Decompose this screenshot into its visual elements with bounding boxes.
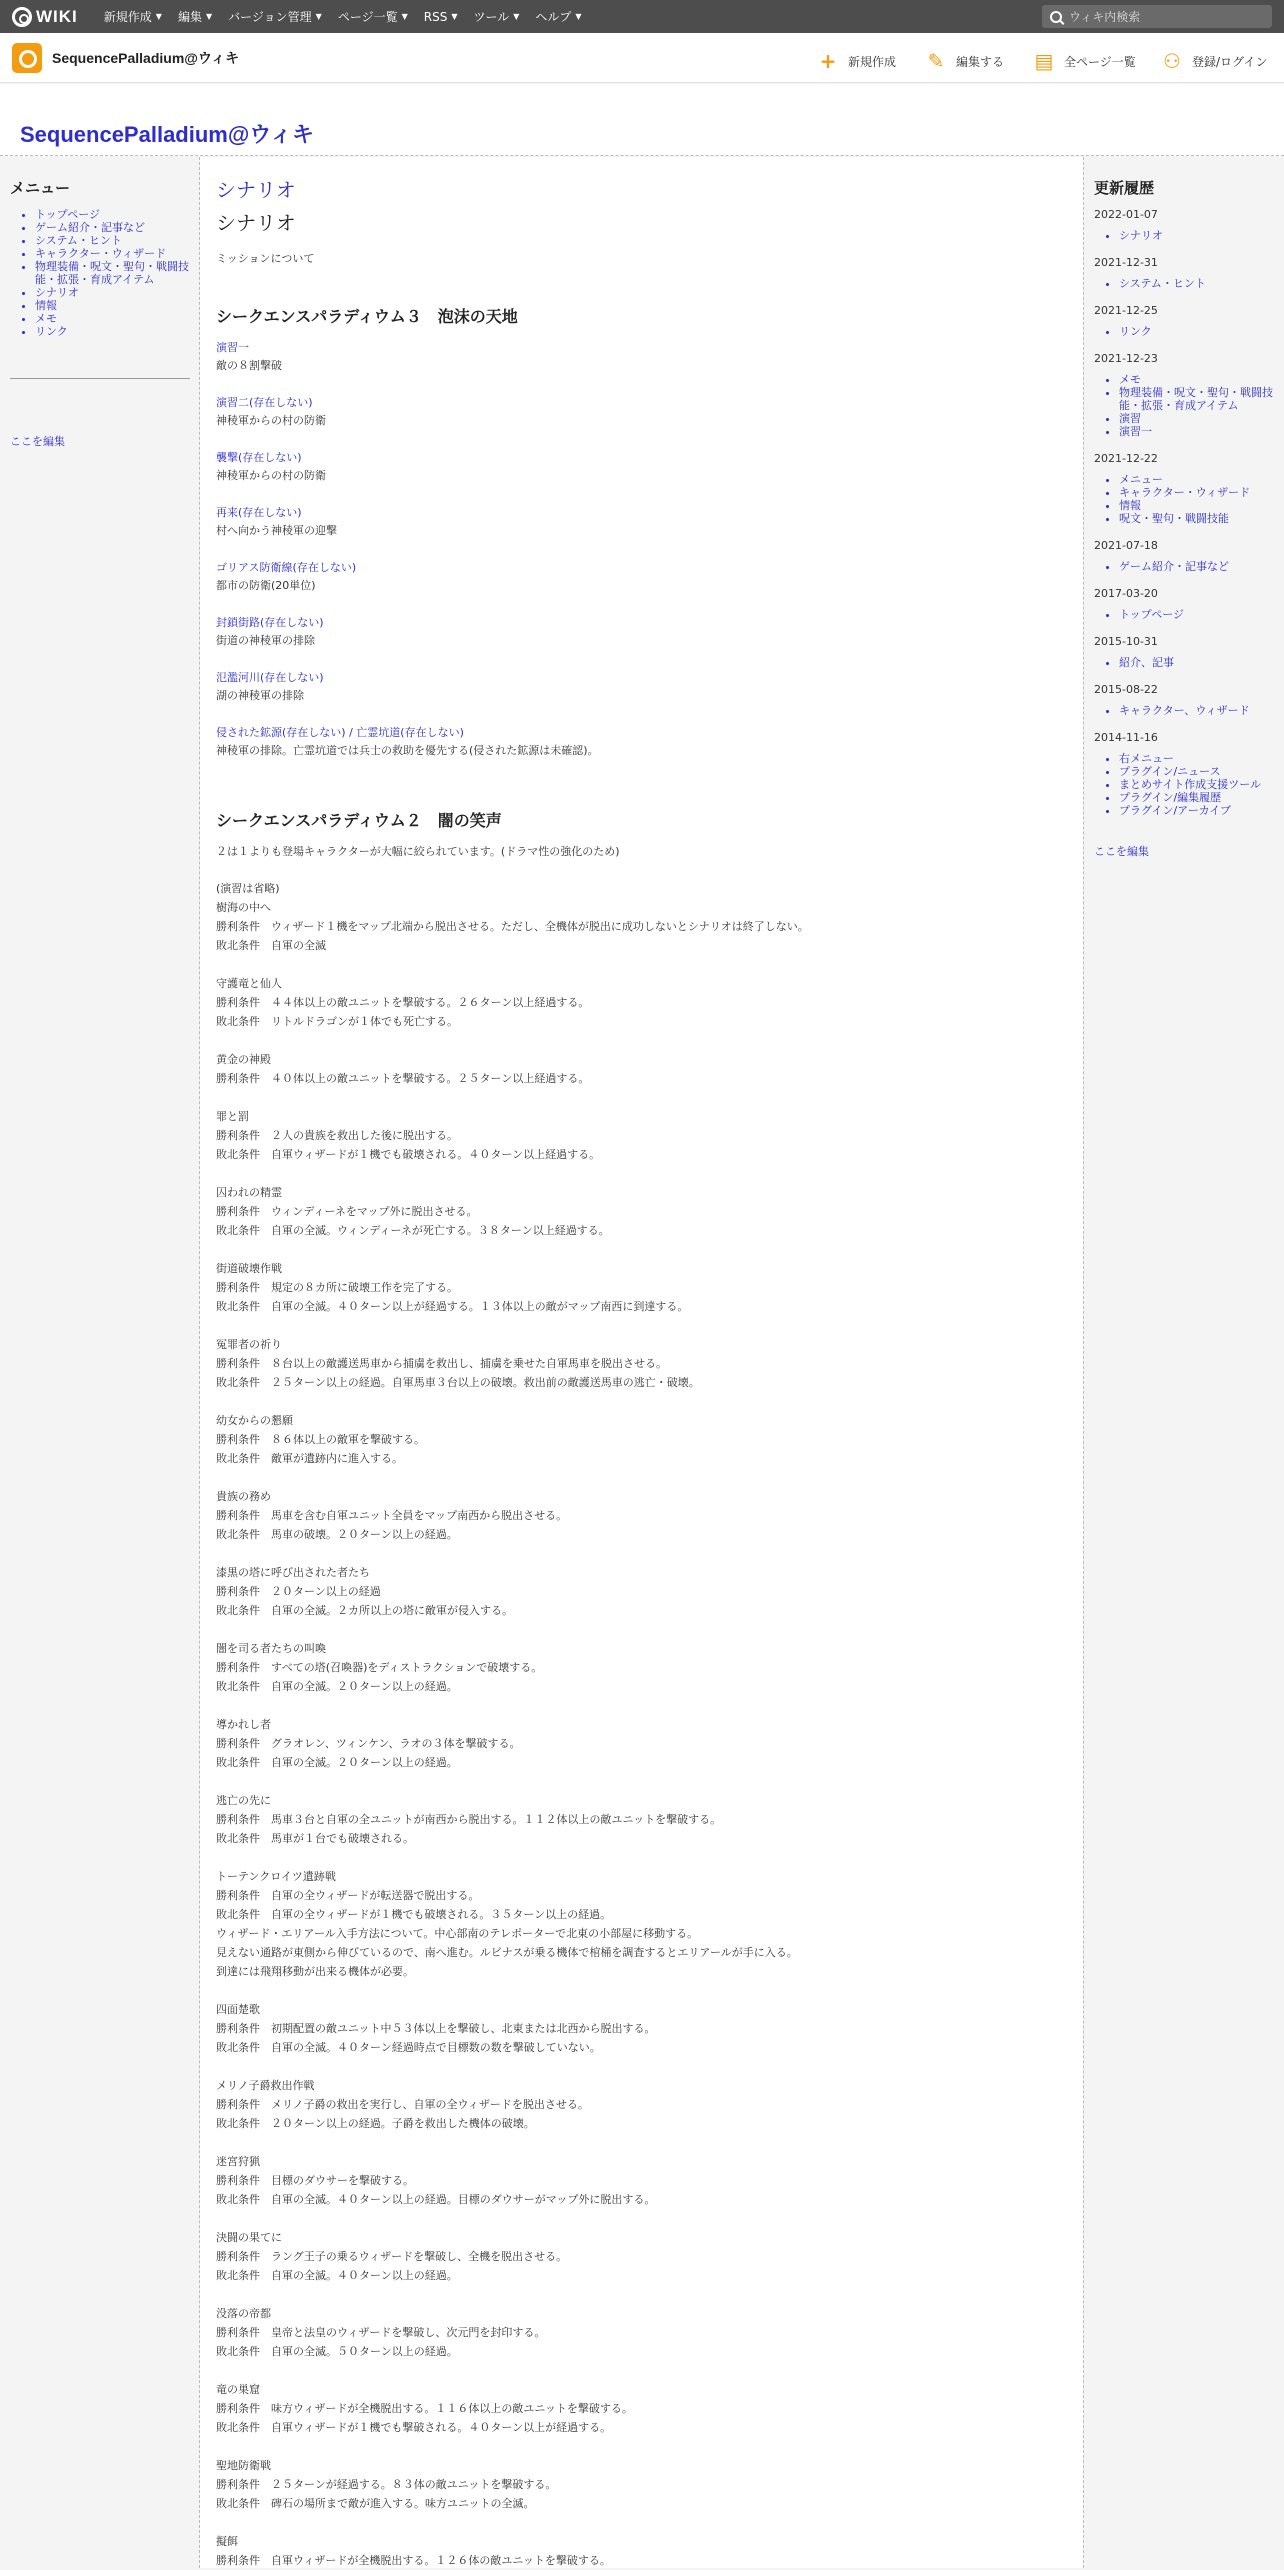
- scenario-entry: [216, 1715, 1067, 1772]
- update-history-list: [1094, 208, 1274, 817]
- scenario-condition: 勝利条件 規定の８カ所に破壊工作を完了する。: [216, 1281, 458, 1294]
- update-item-list: [1094, 373, 1274, 438]
- update-date: 2022-01-07: [1094, 208, 1158, 221]
- scenario-condition: 敗北条件 碑石の場所まで敵が進入する。味方ユニットの全滅。: [216, 2497, 535, 2510]
- intro-text: ミッションについて: [216, 252, 315, 265]
- scenario-name: 四面楚歌: [216, 2003, 260, 2016]
- scenario-entry: [216, 1639, 1067, 1696]
- update-date: 2021-12-23: [1094, 352, 1158, 365]
- scenario-entry: [216, 1487, 1067, 1544]
- caret-down-icon: ▼: [315, 12, 322, 21]
- mission-description: 街道の神稜軍の排除: [216, 634, 315, 647]
- mission-title-link[interactable]: 侵された鉱源(存在しない) / 亡霊坑道(存在しない): [216, 726, 464, 739]
- new-page-button[interactable]: [818, 49, 896, 73]
- scenario-condition: 敗北条件 自軍の全滅: [216, 939, 326, 952]
- section2-entry-list: [216, 879, 1067, 2570]
- top-menu-3[interactable]: [338, 8, 408, 25]
- scenario-condition: 勝利条件 目標のダウサーを撃破する。: [216, 2174, 414, 2187]
- menu-item[interactable]: • トップページ: [35, 208, 189, 221]
- update-item-link[interactable]: • キャラクター、ウィザード: [1119, 704, 1274, 717]
- update-item-list: [1094, 473, 1274, 525]
- scenario-name: 冤罪者の祈り: [216, 1338, 282, 1351]
- site-brand[interactable]: [12, 43, 239, 73]
- menu-item[interactable]: • 情報: [35, 299, 189, 312]
- menu-item[interactable]: • システム・ヒント: [35, 234, 189, 247]
- mission-description: 神稜軍からの村の防衛: [216, 469, 326, 482]
- site-name: SequencePalladium@ウィキ: [52, 50, 240, 66]
- pencil-icon: ✎: [927, 49, 945, 73]
- scenario-condition: 敗北条件 自軍の全滅。４０ターン以上が経過する。１３体以上の敵がマップ南西に到達する。: [216, 1300, 689, 1313]
- caret-down-icon: ▼: [451, 12, 458, 21]
- scenario-condition: 敗北条件 自軍の全滅。４０ターン以上の経過。: [216, 2269, 458, 2282]
- scenario-condition: 勝利条件 ２人の貴族を救出した後に脱出する。: [216, 1129, 458, 1142]
- scenario-name: 迷宮狩猟: [216, 2155, 260, 2168]
- scenario-name: 聖地防衛戦: [216, 2459, 271, 2472]
- scenario-entry: [216, 1791, 1067, 1848]
- update-item-link[interactable]: • 物理装備・呪文・聖句・戦闘技能・拡張・育成アイテム: [1119, 386, 1274, 412]
- scenario-condition: 敗北条件 自軍の全滅。２カ所以上の塔に敵軍が侵入する。: [216, 1604, 513, 1617]
- menu-item[interactable]: • 物理装備・呪文・聖句・戦闘技能・拡張・育成アイテム: [35, 260, 189, 286]
- scenario-name: 没落の帝都: [216, 2307, 271, 2320]
- scenario-entry: [216, 1107, 1067, 1164]
- scenario-entry: [216, 1563, 1067, 1620]
- scenario-condition: 敗北条件 自軍ウィザードが１機でも破壊される。４０ターン以上経過する。: [216, 1148, 601, 1161]
- mission-title-link[interactable]: 演習二(存在しない): [216, 396, 313, 409]
- scenario-condition: 敗北条件 馬車が１台でも破壊される。: [216, 1832, 414, 1845]
- menu-item[interactable]: • ゲーム紹介・記事など: [35, 221, 189, 234]
- scenario-entry: [216, 1050, 1067, 1088]
- menu-item[interactable]: • メモ: [35, 312, 189, 325]
- edit-label: 編集する: [956, 54, 1005, 69]
- update-item-link[interactable]: • 紹介、記事: [1119, 656, 1274, 669]
- scenario-entry: [216, 1335, 1067, 1392]
- top-menu-label: 編集: [177, 10, 202, 24]
- mission-title-link[interactable]: 再来(存在しない): [216, 506, 302, 519]
- scenario-condition: 勝利条件 ４０体以上の敵ユニットを撃破する。２５ターン以上経過する。: [216, 1072, 590, 1085]
- top-menu-label: ヘルプ: [535, 10, 572, 24]
- at-logo-icon: [12, 7, 32, 27]
- login-label: 登録/ログイン: [1192, 54, 1268, 69]
- menu-item[interactable]: • リンク: [35, 325, 189, 338]
- new-page-label: 新規作成: [848, 54, 897, 69]
- update-item-list: [1094, 560, 1274, 573]
- scenario-condition: 勝利条件 ウィザード１機をマップ北端から脱出させる。ただし、全機体が脱出に成功しないとシナリオは終了しない。: [216, 920, 809, 933]
- mission-item: [216, 669, 1067, 705]
- mission-title-link[interactable]: 氾濫河川(存在しない): [216, 671, 324, 684]
- scenario-entry: [216, 1867, 1067, 1981]
- scenario-entry: [216, 2076, 1067, 2133]
- mission-description: 敵の８割撃破: [216, 359, 282, 372]
- plus-icon: +: [819, 49, 837, 73]
- scenario-condition: 敗北条件 自軍の全滅。ウィンディーネが死亡する。３８ターン以上経過する。: [216, 1224, 610, 1237]
- scenario-entry: [216, 2152, 1067, 2209]
- top-menu-group: [88, 8, 582, 25]
- scenario-name: 漆黒の塔に呼び出された者たち: [216, 1566, 370, 1579]
- section3-heading: シークエンスパラディウム３ 泡沫の天地: [216, 309, 518, 326]
- right-sidebar: [1083, 157, 1284, 2568]
- scenario-condition: 敗北条件 自軍の全滅。２０ターン以上の経過。: [216, 1680, 458, 1693]
- scenario-name: 導かれし者: [216, 1718, 271, 1731]
- scenario-condition: 敗北条件 ２０ターン以上の経過。子爵を救出した機体の破壊。: [216, 2117, 535, 2130]
- scenario-condition: 敗北条件 自軍ウィザードが１機でも撃破される。４０ターン以上が経過する。: [216, 2421, 612, 2434]
- update-date: 2015-08-22: [1094, 683, 1158, 696]
- update-item-list: [1094, 704, 1274, 717]
- scenario-name: 竜の巣窟: [216, 2383, 260, 2396]
- scenario-condition: 到達には飛翔移動が出来る機体が必要。: [216, 1965, 414, 1978]
- update-item-list: [1094, 229, 1274, 242]
- edit-right-menu-link[interactable]: ここを編集: [1094, 845, 1149, 858]
- update-history-title: 更新履歴: [1094, 180, 1155, 197]
- top-menu-label: バージョン管理: [228, 10, 312, 24]
- mission-title-link[interactable]: 襲撃(存在しない): [216, 451, 302, 464]
- scenario-condition: 敗北条件 自軍の全ウィザードが１機でも破壊される。３５ターン以上の経過。: [216, 1908, 612, 1921]
- scenario-condition: 勝利条件 ８台以上の敵護送馬車から捕虜を救出し、捕虜を乗せた自軍馬車を脱出させる。: [216, 1357, 667, 1370]
- update-item-link[interactable]: • トップページ: [1119, 608, 1274, 621]
- top-navigation-bar: [0, 0, 1284, 33]
- menu-item[interactable]: • キャラクター・ウィザード: [35, 247, 189, 260]
- update-item-link[interactable]: • 演習: [1119, 412, 1274, 425]
- top-menu-5[interactable]: [473, 8, 519, 25]
- document-icon: ▤: [1034, 49, 1054, 73]
- mission-item: [216, 724, 1067, 760]
- scenario-name: 擬餌: [216, 2535, 238, 2548]
- mission-item: [216, 559, 1067, 595]
- mission-title-link[interactable]: ゴリアス防衛線(存在しない): [216, 561, 357, 574]
- scenario-condition: 勝利条件 ４４体以上の敵ユニットを撃破する。２６ターン以上経過する。: [216, 996, 590, 1009]
- scenario-condition: 見えない通路が東側から伸びているので、南へ進む。ルビナスが乗る機体で棺桶を調査するとエリアールが手に入る。: [216, 1946, 798, 1959]
- scenario-condition: 勝利条件 ２５ターンが経過する。８３体の敵ユニットを撃破する。: [216, 2478, 557, 2491]
- top-menu-label: RSS: [423, 9, 448, 24]
- divider: [10, 378, 190, 379]
- scenario-entry: [216, 974, 1067, 1031]
- login-button[interactable]: [1162, 49, 1267, 73]
- top-menu-2[interactable]: [228, 8, 322, 25]
- wiki-logo[interactable]: [12, 7, 78, 27]
- mission-description: 村へ向かう神稜軍の迎撃: [216, 524, 337, 537]
- scenario-name: (演習は省略): [216, 882, 280, 895]
- scenario-name: 逃亡の先に: [216, 1794, 271, 1807]
- search-icon: [1050, 11, 1062, 23]
- mission-description: 都市の防衛(20単位): [216, 579, 316, 592]
- scenario-entry: [216, 2532, 1067, 2570]
- mission-description: 神稜軍からの村の防衛: [216, 414, 326, 427]
- all-pages-label: 全ページ一覧: [1064, 54, 1136, 69]
- wiki-logo-text: WIKI: [36, 6, 78, 26]
- scenario-condition: 敗北条件 敵軍が遺跡内に進入する。: [216, 1452, 403, 1465]
- top-menu-label: ページ一覧: [337, 10, 398, 24]
- update-date: 2017-03-20: [1094, 587, 1158, 600]
- update-item-link[interactable]: • まとめサイト作成支援ツール: [1119, 778, 1274, 791]
- top-menu-6[interactable]: [535, 8, 581, 25]
- mission-item: [216, 614, 1067, 650]
- scenario-name: 決闘の果てに: [216, 2231, 282, 2244]
- site-logo-icon: [12, 43, 42, 73]
- scenario-condition: 勝利条件 皇帝と法皇のウィザードを撃破し、次元門を封印する。: [216, 2326, 546, 2339]
- scenario-condition: 勝利条件 ２０ターン以上の経過: [216, 1585, 381, 1598]
- main-content: [200, 157, 1083, 2568]
- scenario-entry: [216, 2304, 1067, 2361]
- caret-down-icon: ▼: [155, 12, 162, 21]
- scenario-condition: 敗北条件 自軍の全滅。５０ターン以上の経過。: [216, 2345, 458, 2358]
- scenario-name: 闇を司る者たちの叫喚: [216, 1642, 326, 1655]
- scenario-condition: 勝利条件 メリノ子爵の救出を実行し、自軍の全ウィザードを脱出させる。: [216, 2098, 589, 2111]
- top-menu-1[interactable]: [178, 8, 212, 25]
- scenario-condition: 勝利条件 初期配置の敵ユニット中５３体以上を撃破し、北東または北西から脱出する。: [216, 2022, 656, 2035]
- scenario-name: メリノ子爵救出作戦: [216, 2079, 315, 2092]
- update-date: 2015-10-31: [1094, 635, 1158, 648]
- mission-item: [216, 394, 1067, 430]
- scenario-condition: 敗北条件 自軍の全滅。４０ターン以上の経過。目標のダウサーがマップ外に脱出する。: [216, 2193, 656, 2206]
- search-placeholder: ウィキ内検索: [1069, 10, 1141, 24]
- section3-mission-list: [216, 339, 1067, 760]
- update-item-list: [1094, 752, 1274, 817]
- site-title-link[interactable]: SequencePalladium@ウィキ: [20, 122, 314, 147]
- update-item-link[interactable]: • シナリオ: [1119, 229, 1274, 242]
- update-item-link[interactable]: • キャラクター・ウィザード: [1119, 486, 1274, 499]
- top-menu-0[interactable]: [104, 8, 162, 25]
- page-title-link[interactable]: シナリオ: [216, 180, 296, 202]
- update-item-link[interactable]: • プラグイン/アーカイブ: [1119, 804, 1274, 817]
- update-item-link[interactable]: • ゲーム紹介・記事など: [1119, 560, 1274, 573]
- scenario-entry: [216, 2380, 1067, 2437]
- update-item-list: [1094, 608, 1274, 621]
- top-menu-label: ツール: [473, 10, 510, 24]
- scenario-condition: 勝利条件 ウィンディーネをマップ外に脱出させる。: [216, 1205, 478, 1218]
- scenario-condition: 勝利条件 自軍の全ウィザードが転送器で脱出する。: [216, 1889, 480, 1902]
- scenario-entry: [216, 2000, 1067, 2057]
- update-item-list: [1094, 325, 1274, 338]
- update-item-link[interactable]: • システム・ヒント: [1119, 277, 1274, 290]
- update-date: 2014-11-16: [1094, 731, 1158, 744]
- top-menu-4[interactable]: [424, 8, 458, 25]
- scenario-condition: 勝利条件 グラオレン、ツィンケン、ラオの３体を撃破する。: [216, 1737, 521, 1750]
- update-date: 2021-12-22: [1094, 452, 1158, 465]
- mission-item: [216, 339, 1067, 375]
- mission-description: 湖の神稜軍の排除: [216, 689, 304, 702]
- page-heading: シナリオ: [216, 213, 296, 235]
- edit-button[interactable]: [926, 49, 1004, 73]
- scenario-entry: [216, 879, 1067, 955]
- caret-down-icon: ▼: [401, 12, 408, 21]
- update-item-link[interactable]: • 右メニュー: [1119, 752, 1274, 765]
- scenario-entry: [216, 2456, 1067, 2513]
- scenario-entry: [216, 1259, 1067, 1316]
- mission-title-link[interactable]: 演習一: [216, 341, 249, 354]
- update-date: 2021-12-25: [1094, 304, 1158, 317]
- scenario-name: 幼女からの懇願: [216, 1414, 293, 1427]
- all-pages-button[interactable]: [1034, 49, 1136, 73]
- scenario-condition: 勝利条件 ラング王子の乗るウィザードを撃破し、全機を脱出させる。: [216, 2250, 568, 2263]
- caret-down-icon: ▼: [205, 12, 213, 21]
- scenario-condition: 勝利条件 すべての塔(召喚器)をディストラクションで破壊する。: [216, 1661, 543, 1674]
- scenario-name: 街道破壊作戦: [216, 1262, 282, 1275]
- update-item-list: [1094, 656, 1274, 669]
- scenario-entry: [216, 2228, 1067, 2285]
- scenario-condition: 樹海の中へ: [216, 901, 271, 914]
- mission-item: [216, 504, 1067, 540]
- caret-down-icon: ▼: [575, 12, 582, 21]
- update-item-link[interactable]: • 演習一: [1119, 425, 1274, 438]
- menu-list: [10, 208, 189, 338]
- update-item-list: [1094, 277, 1274, 290]
- scenario-condition: 敗北条件 リトルドラゴンが１体でも死亡する。: [216, 1015, 458, 1028]
- mission-title-link[interactable]: 封鎖街路(存在しない): [216, 616, 324, 629]
- update-date: 2021-07-18: [1094, 539, 1158, 552]
- edit-menu-link[interactable]: ここを編集: [10, 435, 65, 448]
- scenario-name: 囚われの精霊: [216, 1186, 282, 1199]
- update-item-link[interactable]: • 呪文・聖句・戦闘技能: [1119, 512, 1274, 525]
- scenario-name: 黄金の神殿: [216, 1053, 271, 1066]
- update-item-link[interactable]: • メニュー: [1119, 473, 1274, 486]
- scenario-condition: 敗北条件 自軍の全滅。４０ターン経過時点で目標数の数を撃破していない。: [216, 2041, 601, 2054]
- scenario-name: 貴族の務め: [216, 1490, 271, 1503]
- scenario-entry: [216, 1183, 1067, 1240]
- scenario-condition: 勝利条件 味方ウィザードが全機脱出する。１１６体以上の敵ユニットを撃破する。: [216, 2402, 633, 2415]
- scenario-condition: 敗北条件 ２５ターン以上の経過。自軍馬車３台以上の破壊。救出前の敵護送馬車の逃亡・破壊。: [216, 1376, 700, 1389]
- update-item-link[interactable]: • メモ: [1119, 373, 1274, 386]
- site-header: [0, 33, 1284, 83]
- scenario-entry: [216, 1411, 1067, 1468]
- scenario-name: 守護竜と仙人: [216, 977, 282, 990]
- scenario-condition: 敗北条件 馬車の破壊。２０ターン以上の経過。: [216, 1528, 458, 1541]
- scenario-condition: 勝利条件 馬車を含む自軍ユニット全員をマップ南西から脱出させる。: [216, 1509, 568, 1522]
- menu-title: メニュー: [10, 180, 71, 197]
- mission-description: 神稜軍の排除。亡霊坑道では兵士の救助を優先する(侵された鉱源は未確認)。: [216, 744, 599, 757]
- top-menu-label: 新規作成: [103, 10, 152, 24]
- scenario-condition: 勝利条件 ８６体以上の敵軍を撃破する。: [216, 1433, 425, 1446]
- caret-down-icon: ▼: [513, 12, 520, 21]
- update-date: 2021-12-31: [1094, 256, 1158, 269]
- search-input[interactable]: [1042, 5, 1272, 28]
- mission-item: [216, 449, 1067, 485]
- scenario-name: トーテンクロイツ遺跡戦: [216, 1870, 336, 1883]
- scenario-condition: ウィザード・エリアール入手方法について。中心部南のテレポーターで北東の小部屋に移動する。: [216, 1927, 699, 1940]
- menu-item[interactable]: • シナリオ: [35, 286, 189, 299]
- section2-heading: シークエンスパラディウム２ 闇の笑声: [216, 813, 502, 830]
- update-item-link[interactable]: • プラグイン/ニュース: [1119, 765, 1274, 778]
- left-sidebar: [0, 157, 200, 2568]
- update-item-link[interactable]: • 情報: [1119, 499, 1274, 512]
- update-item-link[interactable]: • プラグイン/編集履歴: [1119, 791, 1274, 804]
- scenario-name: 罪と罰: [216, 1110, 249, 1123]
- scenario-condition: 敗北条件 自軍の全滅。２０ターン以上の経過。: [216, 1756, 458, 1769]
- section2-note: ２は１よりも登場キャラクターが大幅に絞られています。(ドラマ性の強化のため): [216, 845, 620, 858]
- scenario-condition: 勝利条件 馬車３台と自軍の全ユニットが南西から脱出する。１１２体以上の敵ユニットを撃破する。: [216, 1813, 722, 1826]
- update-item-link[interactable]: • リンク: [1119, 325, 1274, 338]
- scenario-condition: 勝利条件 自軍ウィザードが全機脱出する。１２６体の敵ユニットを撃破する。: [216, 2554, 611, 2567]
- user-add-icon: ⚇: [1163, 49, 1181, 73]
